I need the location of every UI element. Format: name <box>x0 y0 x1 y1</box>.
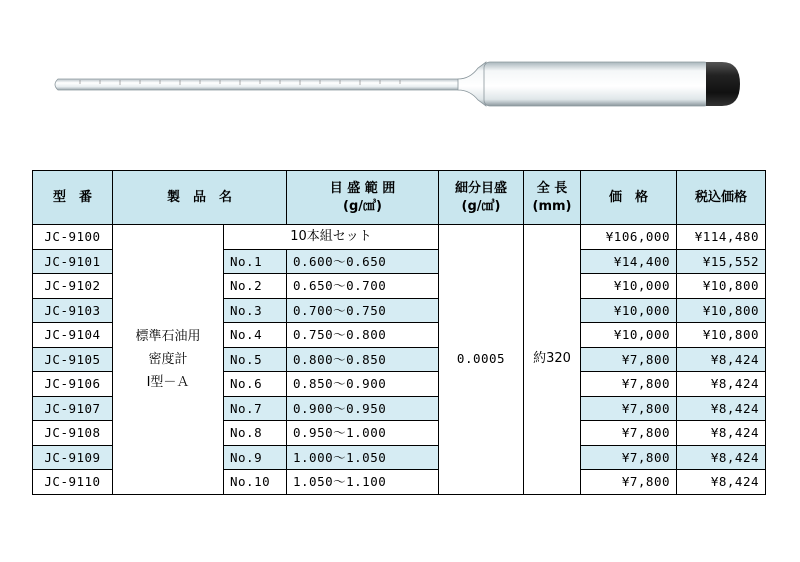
cell-model: JC-9109 <box>33 445 113 470</box>
hydrometer-image <box>0 0 800 150</box>
cell-price: ¥10,000 <box>581 323 677 348</box>
cell-model: JC-9103 <box>33 298 113 323</box>
cell-model: JC-9100 <box>33 225 113 250</box>
cell-model: JC-9110 <box>33 470 113 495</box>
cell-model: JC-9105 <box>33 347 113 372</box>
cell-price-tax: ¥10,800 <box>677 323 766 348</box>
cell-model: JC-9102 <box>33 274 113 299</box>
header-model: 型 番 <box>33 171 113 225</box>
cell-model: JC-9106 <box>33 372 113 397</box>
cell-no: No.10 <box>224 470 287 495</box>
cell-price-tax: ¥8,424 <box>677 470 766 495</box>
cell-no: No.7 <box>224 396 287 421</box>
hydrometer-cap <box>706 62 740 106</box>
cell-price-tax: ¥10,800 <box>677 298 766 323</box>
cell-price: ¥7,800 <box>581 470 677 495</box>
cell-price: ¥7,800 <box>581 347 677 372</box>
cell-range: 0.700～0.750 <box>287 298 439 323</box>
cell-price-tax: ¥8,424 <box>677 421 766 446</box>
header-row <box>33 171 766 225</box>
cell-range: 0.750～0.800 <box>287 323 439 348</box>
cell-price: ¥7,800 <box>581 372 677 397</box>
cell-model: JC-9101 <box>33 249 113 274</box>
cell-no: No.8 <box>224 421 287 446</box>
cell-set-label: 10本組セット <box>224 225 439 250</box>
cell-price-tax: ¥8,424 <box>677 396 766 421</box>
division-cell: 0.0005 <box>439 225 524 495</box>
cell-price-tax: ¥114,480 <box>677 225 766 250</box>
cell-price-tax: ¥8,424 <box>677 347 766 372</box>
cell-price: ¥7,800 <box>581 421 677 446</box>
spec-table <box>32 170 766 495</box>
cell-no: No.3 <box>224 298 287 323</box>
header-division: 細分目盛 (g/㎤) <box>439 171 524 225</box>
cell-price-tax: ¥8,424 <box>677 445 766 470</box>
cell-model: JC-9108 <box>33 421 113 446</box>
cell-range: 0.600～0.650 <box>287 249 439 274</box>
table-row <box>33 225 766 250</box>
cell-no: No.2 <box>224 274 287 299</box>
cell-price-tax: ¥8,424 <box>677 372 766 397</box>
cell-model: JC-9104 <box>33 323 113 348</box>
header-product-name: 製 品 名 <box>113 171 287 225</box>
cell-range: 0.800～0.850 <box>287 347 439 372</box>
hydrometer-neck <box>458 62 486 106</box>
hydrometer-stem <box>55 79 460 90</box>
product-name-cell: 標準石油用 密度計 Ⅰ型－Ａ <box>113 225 224 495</box>
cell-no: No.9 <box>224 445 287 470</box>
cell-range: 1.050～1.100 <box>287 470 439 495</box>
header-length: 全 長 (mm) <box>524 171 581 225</box>
cell-no: No.5 <box>224 347 287 372</box>
cell-price: ¥7,800 <box>581 396 677 421</box>
header-range: 目 盛 範 囲 (g/㎤) <box>287 171 439 225</box>
cell-range: 0.950～1.000 <box>287 421 439 446</box>
header-price-tax: 税込価格 <box>677 171 766 225</box>
cell-no: No.6 <box>224 372 287 397</box>
cell-model: JC-9107 <box>33 396 113 421</box>
header-price: 価 格 <box>581 171 677 225</box>
length-cell: 約320 <box>524 225 581 495</box>
cell-price: ¥7,800 <box>581 445 677 470</box>
cell-no: No.1 <box>224 249 287 274</box>
cell-price: ¥106,000 <box>581 225 677 250</box>
cell-range: 1.000～1.050 <box>287 445 439 470</box>
cell-range: 0.650～0.700 <box>287 274 439 299</box>
cell-price: ¥10,000 <box>581 274 677 299</box>
cell-range: 0.850～0.900 <box>287 372 439 397</box>
cell-no: No.4 <box>224 323 287 348</box>
cell-price-tax: ¥10,800 <box>677 274 766 299</box>
hydrometer-bulb <box>484 62 710 106</box>
cell-price: ¥14,400 <box>581 249 677 274</box>
cell-price-tax: ¥15,552 <box>677 249 766 274</box>
cell-range: 0.900～0.950 <box>287 396 439 421</box>
cell-price: ¥10,000 <box>581 298 677 323</box>
